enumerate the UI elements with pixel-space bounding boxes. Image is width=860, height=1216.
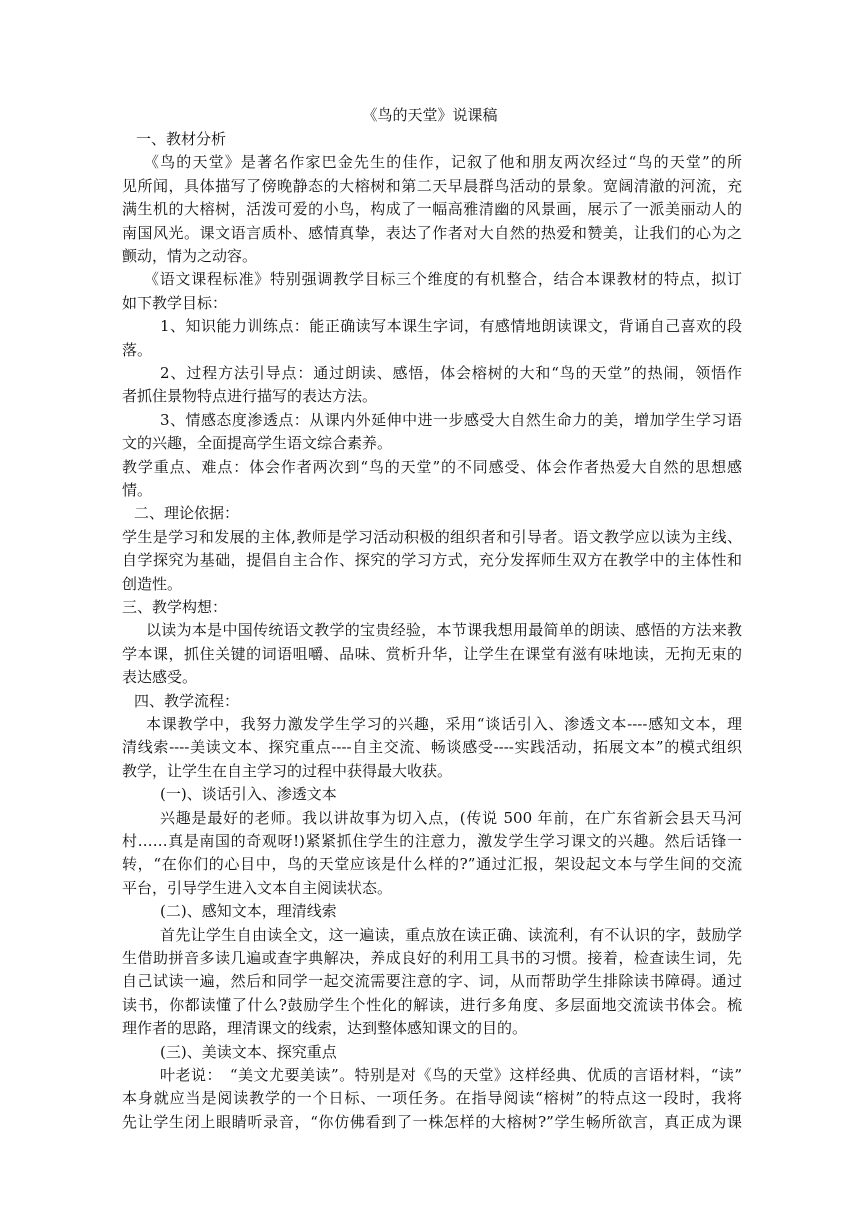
text-line: (二)、感知文本，理清线索 [160,902,337,920]
text-line: 转，“在你们的心目中，鸟的天堂应该是什么样的?”通过汇报，架设起文本与学生间的交流 [122,855,742,873]
text-line: 一、教材分析 [136,130,227,148]
text-line: 兴趣是最好的老师。我以讲故事为切入点，(传说 500 年前，在广东省新会县天马河 [160,809,742,827]
text-line: 以读为本是中国传统语文教学的宝贵经验，本节课我想用最简单的朗读、感悟的方法来教 [146,621,742,639]
text-line: 文的兴趣，全面提高学生语文综合素养。 [122,434,393,452]
text-line: 三、教学构想： [122,598,228,616]
text-line: 创造性。 [122,575,183,593]
document-title: 《鸟的天堂》说课稿 [362,106,498,124]
text-line: 《语文课程标准》特别强调教学目标三个维度的有机整合，结合本课教材的特点，拟订 [144,270,742,288]
text-line: 颤动，情为之动容。 [122,247,258,265]
text-line: 清线索----美读文本、探究重点----自主交流、畅谈感受----实践活动，拓展文本”的模式组织 [122,738,742,756]
text-line: 3、情感态度渗透点：从课内外延伸中进一步感受大自然生命力的美，增加学生学习语 [160,411,742,429]
text-line: 表达感受。 [122,668,198,686]
text-line: 四、教学流程： [134,692,240,710]
text-line: 见所闻，具体描写了傍晚静态的大榕树和第二天早晨群鸟活动的景象。宽阔清澈的河流，充 [122,177,742,195]
text-line: 情。 [122,481,153,499]
text-line: 自己试读一遍，然后和同学一起交流需要注意的字、词，从而帮助学生排除读书障碍。通过 [122,972,742,990]
text-line: 如下教学目标： [122,294,228,312]
text-line: (三)、美读文本、探究重点 [160,1043,337,1061]
text-line: 二、理论依据： [134,504,240,522]
text-line: 《鸟的天堂》是著名作家巴金先生的佳作，记叙了他和朋友两次经过“鸟的天堂”的所 [144,153,742,171]
text-line: 南国风光。课文语言质朴、感情真挚，表达了作者对大自然的热爱和赞美，让我们的心为之 [122,224,742,242]
text-line: 本课教学中，我努力激发学生学习的兴趣，采用“谈话引入、渗透文本----感知文本，理 [146,715,742,733]
text-line: 者抓住景物特点进行描写的表达方法。 [122,387,378,405]
text-line: 本身就应当是阅读教学的一个日标、一项任务。在指导阅读“榕树”的特点这一段时，我将 [122,1089,742,1107]
text-line: 学生是学习和发展的主体,教师是学习活动积极的组织者和引导者。语文教学应以读为主线、 [122,528,742,546]
text-line: 先让学生闭上眼睛听录音，“你仿佛看到了一株怎样的大榕树?”学生畅所欲言，真正成为课 [122,1113,742,1131]
text-line: 1、知识能力训练点：能正确读写本课生字词，有感情地朗读课文，背诵自己喜欢的段 [160,317,742,335]
text-line: 平台，引导学生进入文本自主阅读状态。 [122,879,393,897]
text-line: 村……真是南国的奇观呀!)紧紧抓住学生的注意力，激发学生学习课文的兴趣。然后话锋一 [122,832,742,850]
text-line: 教学，让学生在自主学习的过程中获得最大收获。 [122,762,453,780]
text-line: 学本课，抓住关键的词语咀嚼、品味、赏析升华，让学生在课堂有滋有味地读，无拘无束的 [122,645,742,663]
text-line: 生借助拼音多读几遍或查字典解决，养成良好的利用工具书的习惯。接着，检查读生词，先 [122,949,742,967]
text-line: 自学探究为基础，提倡自主合作、探究的学习方式，充分发挥师生双方在教学中的主体性和 [122,551,742,569]
text-line: (一)、谈话引入、渗透文本 [160,785,337,803]
text-line: 理作者的思路，理清课文的线索，达到整体感知课文的目的。 [122,1019,528,1037]
text-line: 落。 [122,341,153,359]
text-line: 满生机的大榕树，活泼可爱的小鸟，构成了一幅高雅清幽的风景画，展示了一派美丽动人的 [122,200,742,218]
text-line: 读书，你都读懂了什么?鼓励学生个性化的解读，进行多角度、多层面地交流读书体会。梳 [122,996,742,1014]
text-line: 首先让学生自由读全文，这一遍读，重点放在读正确、读流利，有不认识的字，鼓励学 [160,926,742,944]
text-line: 叶老说： “美文尤要美读”。特别是对《鸟的天堂》这样经典、优质的言语材料，“读” [160,1066,742,1084]
text-line: 2、过程方法引导点：通过朗读、感悟，体会榕树的大和“鸟的天堂”的热闹，领悟作 [160,364,742,382]
text-line: 教学重点、难点：体会作者两次到“鸟的天堂”的不同感受、体会作者热爱大自然的思想感 [122,458,742,476]
